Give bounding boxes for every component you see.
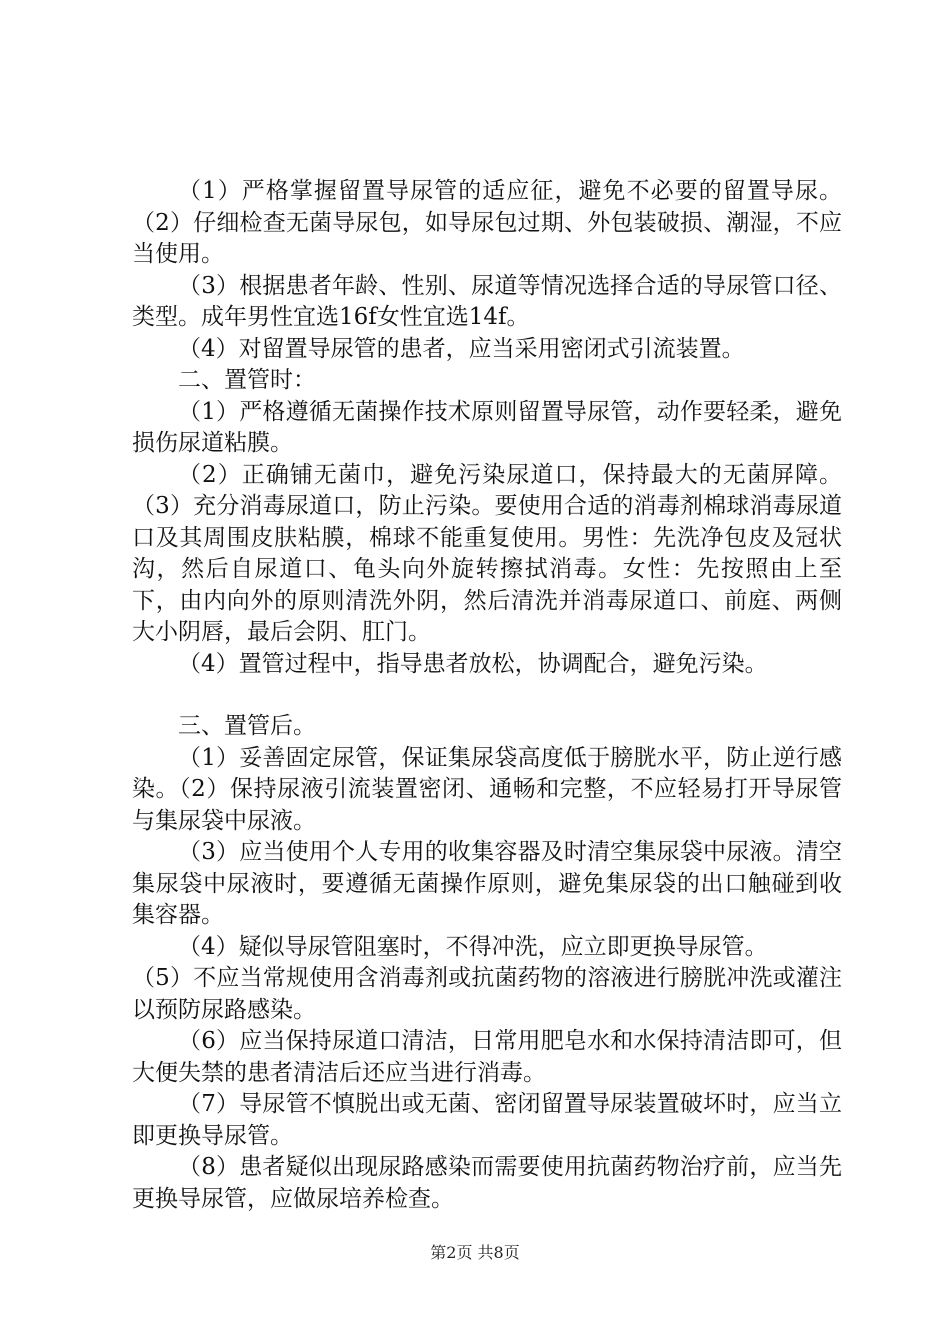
blank-line	[132, 680, 842, 711]
paragraph-10: （5）不应当常规使用含消毒剂或抗菌药物的溶液进行膀胱冲洗或灌注以预防尿路感染。	[132, 965, 842, 1023]
paragraph-5: （2）正确铺无菌巾，避免污染尿道口，保持最大的无菌屏障。（3）充分消毒尿道口，防止污染。要使用合适的消毒剂棉球消毒尿道口及其周围皮肤粘膜，棉球不能重复使用。男性：先洗净包皮及冠状沟，然后自尿道口、龟头向外旋转擦拭消毒。女性：先按照由上至下，由内向外的原则清洗外阴，然后清洗并消毒尿道口、前庭、两侧大小阴唇，最后会阴、肛门。	[132, 461, 842, 645]
paragraph-2: （3）根据患者年龄、性别、尿道等情况选择合适的导尿管口径、类型。成年男性宜选16f女性宜选14f。	[132, 272, 842, 330]
paragraph-11: （6）应当保持尿道口清洁，日常用肥皂水和水保持清洁即可，但大便失禁的患者清洁后还应当进行消毒。	[132, 1028, 842, 1086]
paragraph-7: （1）妥善固定尿管，保证集尿袋高度低于膀胱水平，防止逆行感染。（2）保持尿液引流装置密闭、通畅和完整，不应轻易打开导尿管与集尿袋中尿液。	[132, 744, 842, 834]
paragraph-3: （4）对留置导尿管的患者，应当采用密闭式引流装置。	[178, 335, 745, 362]
paragraph-6: （4）置管过程中，指导患者放松，协调配合，避免污染。	[178, 650, 768, 677]
document-body	[132, 176, 842, 1215]
section-heading-3: 三、置管后。	[178, 713, 316, 739]
paragraph-1: （1）严格掌握留置导尿管的适应征，避免不必要的留置导尿。（2）仔细检查无菌导尿包，如导尿包过期、外包装破损、潮湿，不应当使用。	[132, 178, 842, 267]
paragraph-9: （4）疑似导尿管阻塞时，不得冲洗，应立即更换导尿管。	[178, 933, 768, 960]
page-number-footer: 第2页 共8页	[430, 1243, 520, 1262]
paragraph-12: （7）导尿管不慎脱出或无菌、密闭留置导尿装置破坏时，应当立即更换导尿管。	[132, 1091, 842, 1149]
paragraph-8: （3）应当使用个人专用的收集容器及时清空集尿袋中尿液。清空集尿袋中尿液时，要遵循无菌操作原则，避免集尿袋的出口触碰到收集容器。	[132, 839, 842, 928]
paragraph-13: （8）患者疑似出现尿路感染而需要使用抗菌药物治疗前，应当先更换导尿管，应做尿培养检查。	[132, 1154, 842, 1212]
paragraph-4: （1）严格遵循无菌操作技术原则留置导尿管，动作要轻柔，避免损伤尿道粘膜。	[132, 398, 842, 456]
section-heading-2: 二、置管时：	[178, 367, 316, 393]
